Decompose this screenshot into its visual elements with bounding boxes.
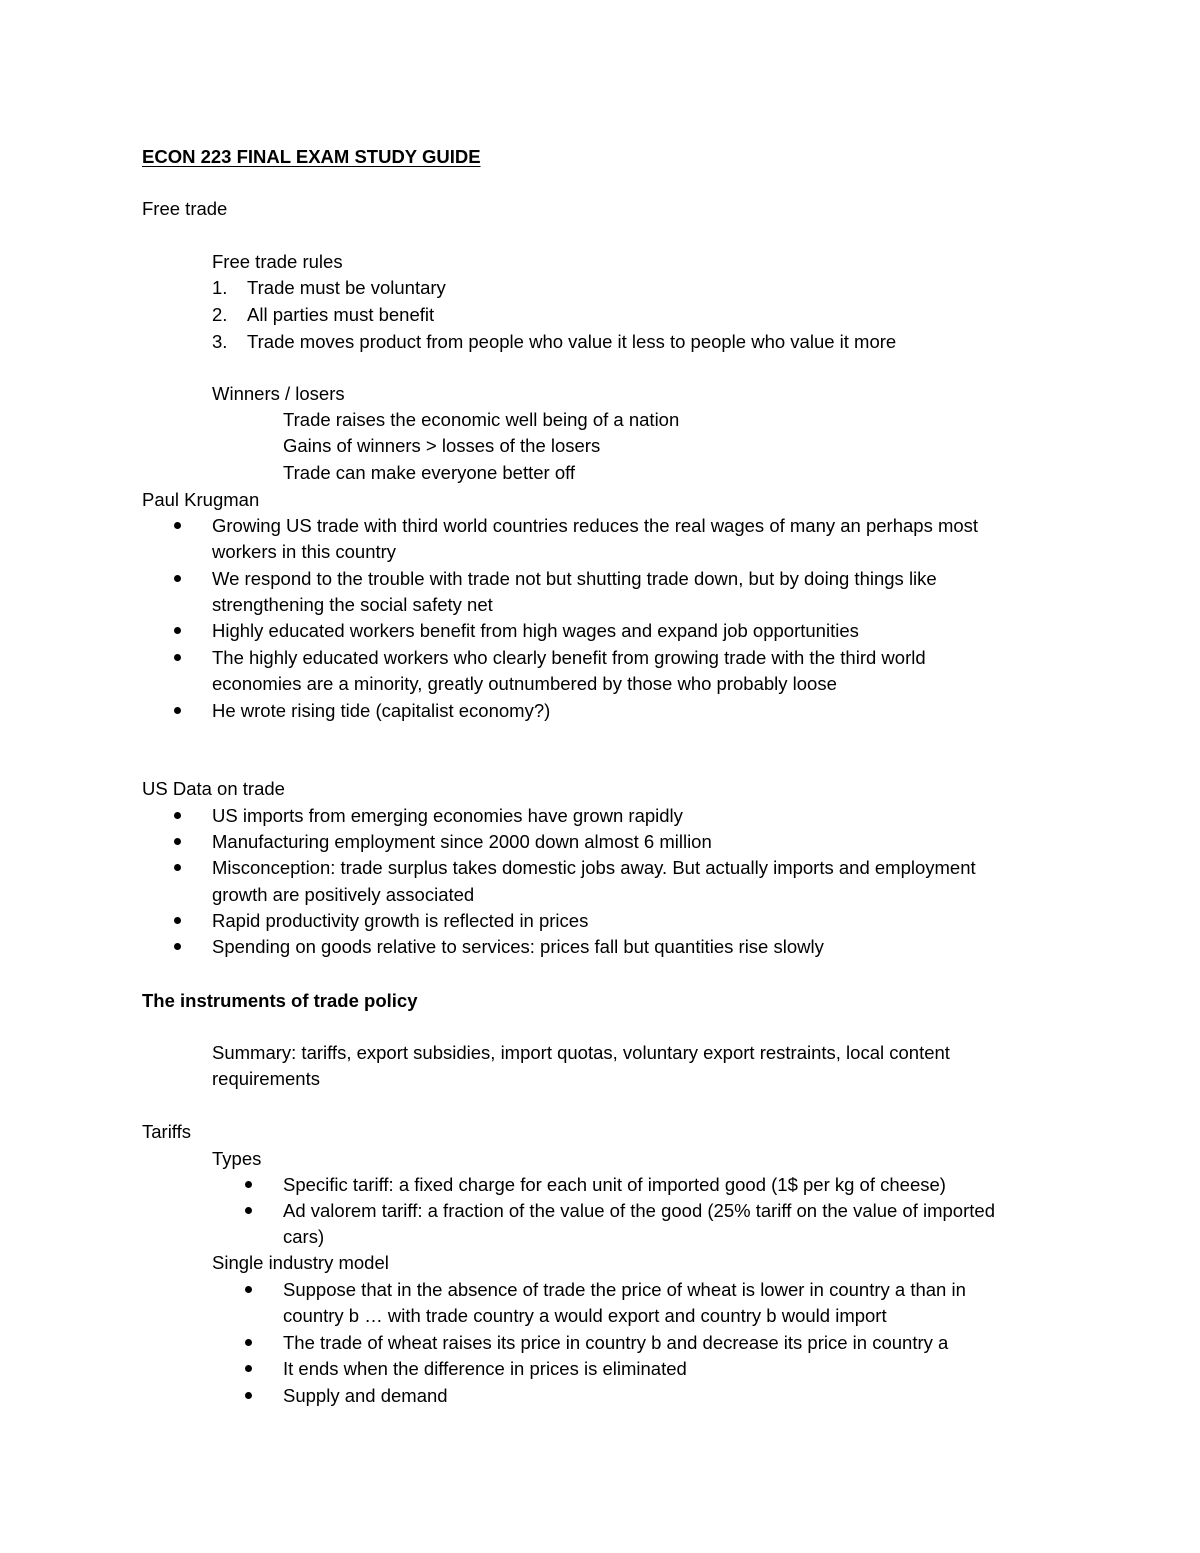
document-title: ECON 223 FINAL EXAM STUDY GUIDE [142, 146, 481, 167]
list-item: US imports from emerging economies have grown rapidly [212, 805, 683, 826]
section-heading-us-data: US Data on trade [142, 778, 285, 799]
rule-number: 3. [212, 331, 228, 352]
list-item: He wrote rising tide (capitalist economy?) [212, 700, 551, 721]
subheading-free-trade-rules: Free trade rules [212, 251, 343, 272]
bullet-icon [174, 943, 181, 950]
bullet-icon [174, 838, 181, 845]
bullet-icon [245, 1207, 252, 1214]
rule-text: Trade must be voluntary [247, 277, 446, 298]
bullet-icon [174, 654, 181, 661]
winners-line: Gains of winners > losses of the losers [283, 435, 601, 456]
list-item: Rapid productivity growth is reflected in prices [212, 910, 589, 931]
section-heading-krugman: Paul Krugman [142, 489, 260, 510]
list-item-continuation: growth are positively associated [212, 884, 475, 905]
bullet-icon [245, 1392, 252, 1399]
list-item: The trade of wheat raises its price in country b and decrease its price in country a [283, 1332, 949, 1353]
list-item-continuation: cars) [283, 1226, 325, 1247]
section-heading-tariffs: Tariffs [142, 1121, 192, 1142]
list-item: It ends when the difference in prices is eliminated [283, 1358, 687, 1379]
summary-text: Summary: tariffs, export subsidies, import quotas, voluntary export restraints, local content [212, 1042, 950, 1063]
bullet-icon [174, 864, 181, 871]
bullet-icon [174, 627, 181, 634]
section-heading-instruments: The instruments of trade policy [142, 990, 418, 1011]
bullet-icon [245, 1181, 252, 1188]
list-item: Ad valorem tariff: a fraction of the value of the good (25% tariff on the value of imported [283, 1200, 995, 1221]
summary-text-continuation: requirements [212, 1068, 320, 1089]
list-item-continuation: strengthening the social safety net [212, 594, 493, 615]
rule-text: All parties must benefit [247, 304, 435, 325]
list-item-continuation: economies are a minority, greatly outnumbered by those who probably loose [212, 673, 837, 694]
list-item: The highly educated workers who clearly benefit from growing trade with the third world [212, 647, 926, 668]
list-item: Misconception: trade surplus takes domestic jobs away. But actually imports and employment [212, 857, 976, 878]
section-heading-free-trade: Free trade [142, 198, 228, 219]
list-item-continuation: country b … with trade country a would export and country b would import [283, 1305, 887, 1326]
list-item: Highly educated workers benefit from high wages and expand job opportunities [212, 620, 859, 641]
subheading-types: Types [212, 1148, 262, 1169]
list-item: Spending on goods relative to services: prices fall but quantities rise slowly [212, 936, 824, 957]
list-item: Specific tariff: a fixed charge for each unit of imported good (1$ per kg of cheese) [283, 1174, 946, 1195]
list-item: Supply and demand [283, 1385, 448, 1406]
list-item: We respond to the trouble with trade not but shutting trade down, but by doing things like [212, 568, 937, 589]
rule-number: 1. [212, 277, 228, 298]
bullet-icon [245, 1286, 252, 1293]
bullet-icon [245, 1339, 252, 1346]
bullet-icon [174, 707, 181, 714]
list-item: Growing US trade with third world countries reduces the real wages of many an perhaps most [212, 515, 979, 536]
rule-number: 2. [212, 304, 228, 325]
bullet-icon [174, 917, 181, 924]
list-item: Suppose that in the absence of trade the price of wheat is lower in country a than in [283, 1279, 966, 1300]
list-item: Manufacturing employment since 2000 down almost 6 million [212, 831, 712, 852]
subheading-winners-losers: Winners / losers [212, 383, 345, 404]
list-item-continuation: workers in this country [212, 541, 397, 562]
bullet-icon [174, 575, 181, 582]
bullet-icon [245, 1365, 252, 1372]
rule-text: Trade moves product from people who value it less to people who value it more [247, 331, 897, 352]
winners-line: Trade raises the economic well being of a nation [283, 409, 680, 430]
bullet-icon [174, 522, 181, 529]
winners-line: Trade can make everyone better off [283, 462, 576, 483]
bullet-icon [174, 812, 181, 819]
subheading-single-industry-model: Single industry model [212, 1252, 389, 1273]
